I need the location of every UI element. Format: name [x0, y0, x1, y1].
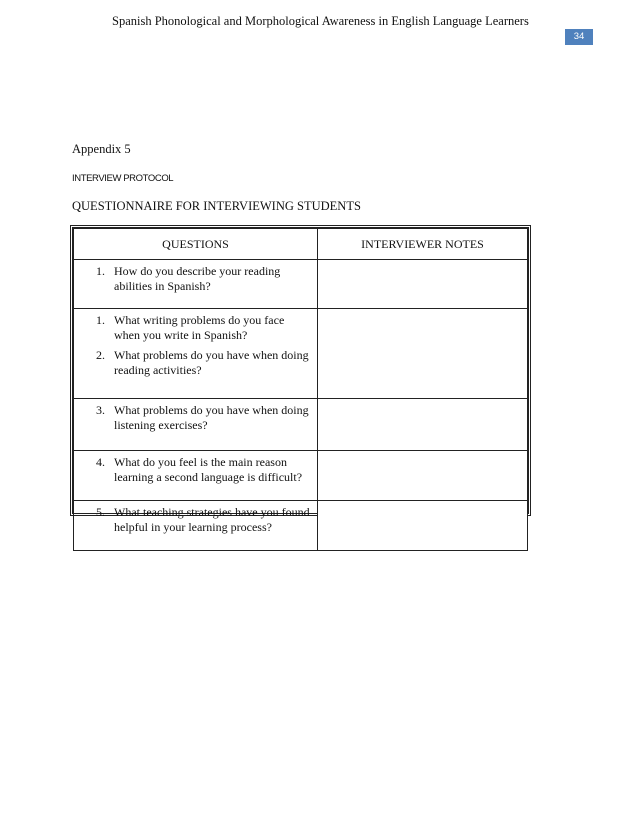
interviewer-notes-cell	[318, 451, 528, 501]
interview-table	[73, 228, 528, 551]
question-text: What teaching strategies have you found helpful in your learning process?	[114, 505, 310, 534]
question-item	[96, 313, 311, 343]
question-text: What problems do you have when doing reading activities?	[114, 348, 309, 377]
question-text: What writing problems do you face when you write in Spanish?	[114, 313, 285, 342]
interviewer-notes-cell	[318, 309, 528, 399]
running-header: Spanish Phonological and Morphological Awareness in English Language Learners	[112, 14, 529, 28]
question-number: 3.	[96, 403, 105, 417]
interviewer-notes-cell	[318, 501, 528, 551]
question-text: How do you describe your reading abilities in Spanish?	[114, 264, 281, 293]
questionnaire-title: QUESTIONNAIRE FOR INTERVIEWING STUDENTS	[72, 199, 361, 213]
questionnaire-table	[70, 225, 531, 534]
question-number: 1.	[96, 264, 105, 278]
question-text: What do you feel is the main reason learning a second language is difficult?	[114, 455, 303, 484]
questions-cell	[74, 309, 318, 399]
table-row	[74, 501, 528, 551]
table-header-row	[74, 229, 528, 260]
appendix-title: Appendix 5	[72, 142, 131, 156]
page-number-badge: 34	[565, 29, 593, 45]
questions-cell	[74, 399, 318, 451]
table-row	[74, 451, 528, 501]
question-number: 4.	[96, 455, 105, 469]
questions-cell	[74, 501, 318, 551]
question-item	[96, 348, 311, 378]
protocol-label: INTERVIEW PROTOCOL	[72, 173, 174, 184]
question-number: 5.	[96, 505, 105, 519]
interviewer-notes-column-header: INTERVIEWER NOTES	[318, 229, 528, 260]
questions-column-header: QUESTIONS	[74, 229, 318, 260]
question-number: 1.	[96, 313, 105, 327]
question-item	[96, 455, 311, 485]
questions-cell	[74, 260, 318, 309]
question-text: What problems do you have when doing listening exercises?	[114, 403, 309, 432]
table-row	[74, 309, 528, 399]
table-row	[74, 399, 528, 451]
interviewer-notes-cell	[318, 260, 528, 309]
question-number: 2.	[96, 348, 105, 362]
question-item	[96, 505, 311, 535]
question-item	[96, 403, 311, 433]
question-item	[96, 264, 311, 294]
questions-cell	[74, 451, 318, 501]
interviewer-notes-cell	[318, 399, 528, 451]
table-row	[74, 260, 528, 309]
